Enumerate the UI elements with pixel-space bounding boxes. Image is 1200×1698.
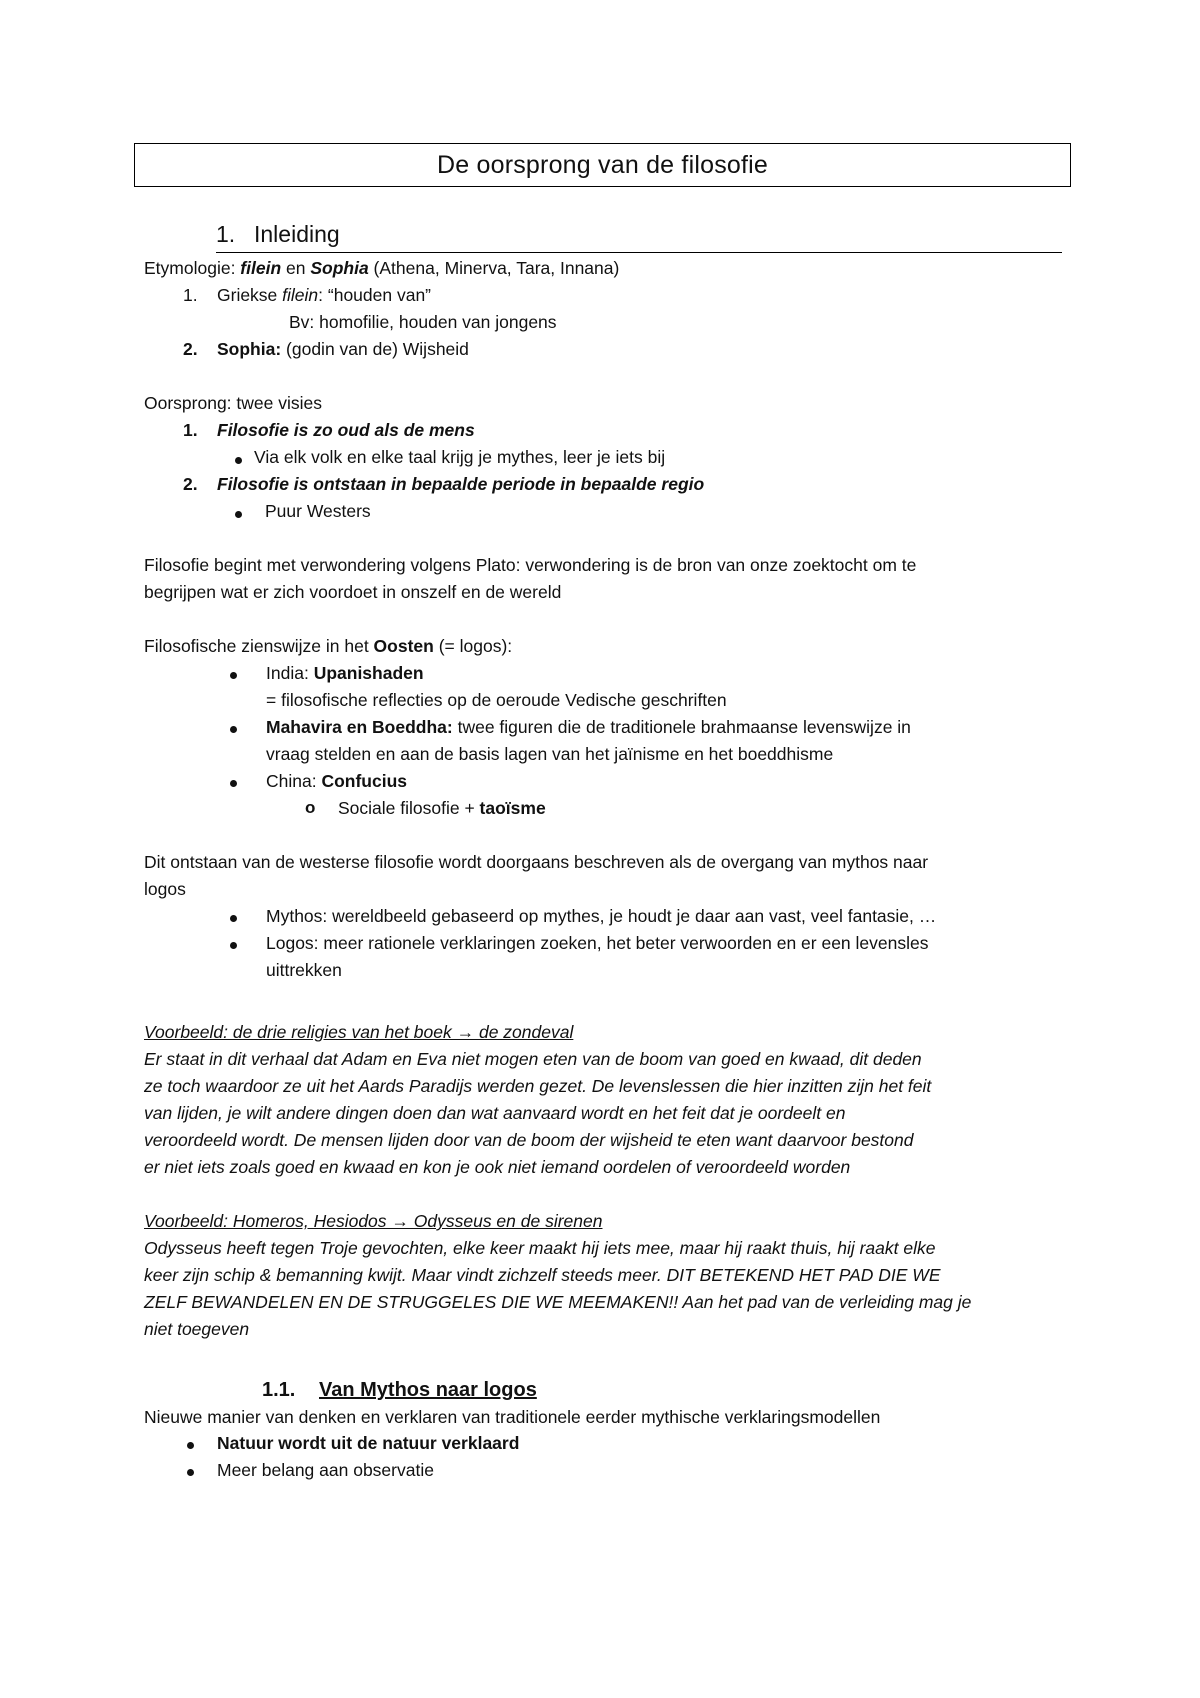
origin-v2-number: 2. [183, 474, 198, 494]
bullet-icon [230, 726, 237, 733]
bullet-icon [230, 672, 237, 679]
east-china-sub-text: Sociale filosofie + [338, 798, 480, 818]
etymology-item-1 [217, 284, 431, 306]
section-1-1-intro: Nieuwe manier van denken en verklaren van traditionele eerder mythische verklaringsmodellen [144, 1407, 881, 1427]
section-number: 1. [216, 221, 236, 247]
east-india [266, 662, 424, 684]
etymology-item-2-number: 2. [183, 339, 198, 359]
origin-heading: Oorsprong: twee visies [144, 393, 322, 413]
example-1-line: veroordeeld wordt. De mensen lijden door van de boom der wijsheid te eten want daarvoor bestond [144, 1130, 914, 1150]
bullet-icon [230, 915, 237, 922]
section-number: 1.1. [262, 1379, 296, 1401]
etymology-item-2 [217, 338, 469, 360]
western-logos-line-2: uittrekken [266, 960, 342, 980]
origin-v2-bullet: Puur Westers [265, 501, 371, 521]
item-bold: Sophia: [217, 339, 282, 359]
section-label: Inleiding [254, 221, 340, 247]
east-china-bold: Confucius [321, 771, 408, 791]
east-china-sub [338, 797, 546, 819]
etymology-example: Bv: homofilie, houden van jongens [289, 312, 557, 332]
item-text: : “houden van” [318, 285, 432, 305]
bullet-icon [230, 780, 237, 787]
east-heading-text: (= logos): [433, 636, 513, 656]
origin-vision-2: Filosofie is ontstaan in bepaalde periode in bepaalde regio [217, 474, 705, 494]
east-mahavira-bold: Mahavira en Boeddha: [266, 717, 453, 737]
example-1-line: Er staat in dit verhaal dat Adam en Eva niet mogen eten van de boom van goed en kwaad, dit deden [144, 1049, 922, 1069]
east-heading-bold: Oosten [373, 636, 434, 656]
origin-v1-number: 1. [183, 420, 198, 440]
etymology-prefix: Etymologie: [144, 258, 241, 278]
east-heading-text: Filosofische zienswijze in het [144, 636, 374, 656]
western-line-2: logos [144, 879, 186, 899]
etymology-item-1-number: 1. [183, 285, 198, 305]
document-title: De oorsprong van de filosofie [437, 150, 768, 179]
east-india-sub: = filosofische reflecties op de oeroude Vedische geschriften [266, 690, 727, 710]
etymology-mid: en [281, 258, 311, 278]
example-1-line: van lijden, je wilt andere dingen doen dan wat aanvaard wordt en het feit dat je oordeelt en [144, 1103, 846, 1123]
bullet-icon [230, 942, 237, 949]
east-india-bold: Upanishaden [313, 663, 424, 683]
origin-vision-1: Filosofie is zo oud als de mens [217, 420, 475, 440]
bullet-icon [235, 457, 242, 464]
bullet-icon [235, 511, 242, 518]
east-india-label: India: [266, 663, 314, 683]
example-2-line: Odysseus heeft tegen Troje gevochten, elke keer maakt hij iets mee, maar hij raakt thuis, hij raakt elke [144, 1238, 936, 1258]
example-2-heading: Voorbeeld: Homeros, Hesiodos → Odysseus en de sirenen [144, 1211, 603, 1231]
western-line-1: Dit ontstaan van de westerse filosofie wordt doorgaans beschreven als de overgang van mythos naar [144, 852, 929, 872]
example-2-line: keer zijn schip & bemanning kwijt. Maar vindt zichzelf steeds meer. DIT BETEKEND HET PAD DIE WE [144, 1265, 941, 1285]
section-label: Van Mythos naar logos [319, 1379, 537, 1401]
east-heading [144, 635, 512, 657]
section-1-1-bullet-1: Natuur wordt uit de natuur verklaard [217, 1433, 520, 1453]
heading-underline [216, 252, 1062, 253]
section-1-1-bullet-2: Meer belang aan observatie [217, 1460, 434, 1480]
origin-v1-bullet: Via elk volk en elke taal krijg je mythes, leer je iets bij [254, 447, 666, 467]
example-1-line: er niet iets zoals goed en kwaad en kon je ook niet iemand oordelen of veroordeeld worden [144, 1157, 851, 1177]
etymology-line [144, 257, 619, 279]
western-logos-line-1: Logos: meer rationele verklaringen zoeken, het beter verwoorden en er een levensles [266, 933, 929, 953]
circle-bullet-icon: o [305, 798, 316, 817]
section-heading-1-1 [262, 1378, 537, 1402]
example-2-line: ZELF BEWANDELEN EN DE STRUGGELES DIE WE MEEMAKEN!! Aan het pad van de verleiding mag je [144, 1292, 972, 1312]
east-mahavira [266, 716, 911, 738]
east-mahavira-text: twee figuren die de traditionele brahmaanse levenswijze in [452, 717, 911, 737]
etymology-suffix: (Athena, Minerva, Tara, Innana) [368, 258, 620, 278]
example-2-line: niet toegeven [144, 1319, 250, 1339]
etymology-word-filein: filein [240, 258, 282, 278]
bullet-icon [187, 1469, 194, 1476]
plato-line-2: begrijpen wat er zich voordoet in onszelf en de wereld [144, 582, 562, 602]
western-mythos: Mythos: wereldbeeld gebaseerd op mythes, je houdt je daar aan vast, veel fantasie, … [266, 906, 937, 926]
section-heading-inleiding [216, 221, 340, 248]
example-1-line: ze toch waardoor ze uit het Aards Paradijs werden gezet. De levenslessen die hier inzitten zijn het feit [144, 1076, 932, 1096]
east-china-sub-bold: taoïsme [479, 798, 546, 818]
east-china-label: China: [266, 771, 322, 791]
example-1-heading: Voorbeeld: de drie religies van het boek → de zondeval [144, 1022, 574, 1042]
bullet-icon [187, 1442, 194, 1449]
item-text: Griekse [217, 285, 283, 305]
item-text: (godin van de) Wijsheid [281, 339, 469, 359]
etymology-word-sophia: Sophia [310, 258, 369, 278]
plato-line-1: Filosofie begint met verwondering volgens Plato: verwondering is de bron van onze zoektocht om te [144, 555, 917, 575]
item-word: filein [282, 285, 319, 305]
document-title-box [134, 143, 1071, 187]
east-mahavira-line-2: vraag stelden en aan de basis lagen van het jaïnisme en het boeddhisme [266, 744, 834, 764]
east-china [266, 770, 407, 792]
